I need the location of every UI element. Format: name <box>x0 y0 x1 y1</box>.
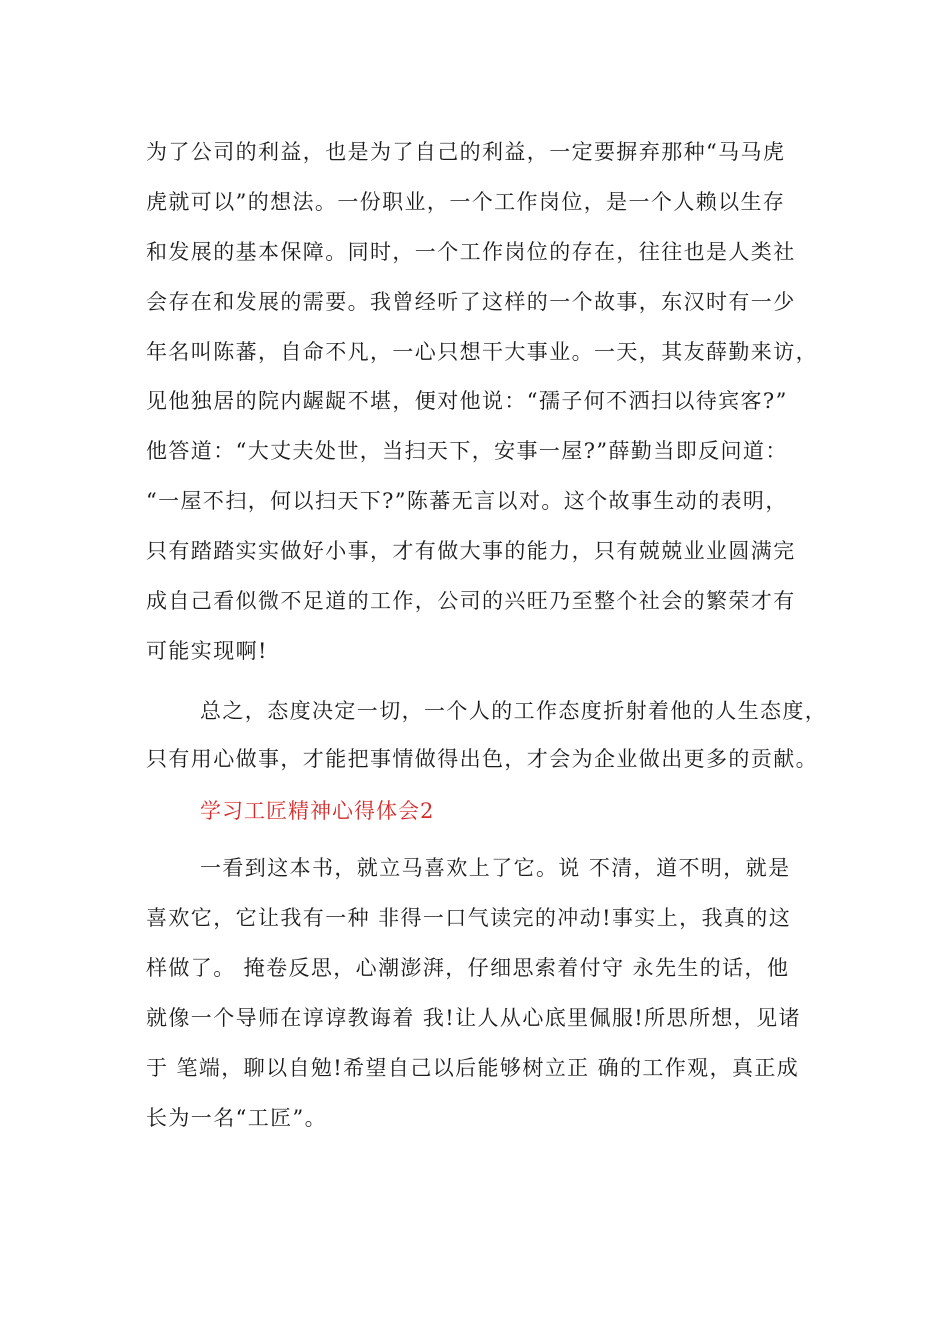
paragraph-3-line-4: 就像一个导师在谆谆教诲着 我!让人从心底里佩服!所思所想，见诸 <box>146 1006 801 1030</box>
section-heading: 学习工匠精神心得体会2 <box>200 799 435 823</box>
paragraph-2-line-2: 只有用心做事，才能把事情做得出色，才会为企业做出更多的贡献。 <box>146 747 818 771</box>
paragraph-2-line-1: 总之，态度决定一切，一个人的工作态度折射着他的人生态度， <box>200 699 828 723</box>
paragraph-1-line-11: 可能实现啊! <box>146 639 268 663</box>
paragraph-1-line-2: 虎就可以”的想法。一份职业，一个工作岗位，是一个人赖以生存 <box>146 190 786 214</box>
paragraph-3-line-1: 一看到这本书，就立马喜欢上了它。说 不清，道不明，就是 <box>200 856 791 880</box>
paragraph-1-line-9: 只有踏踏实实做好小事，才有做大事的能力，只有兢兢业业圆满完 <box>146 539 796 563</box>
paragraph-1-line-3: 和发展的基本保障。同时，一个工作岗位的存在，往往也是人类社 <box>146 240 796 264</box>
paragraph-1-line-10: 成自己看似微不足道的工作，公司的兴旺乃至整个社会的繁荣才有 <box>146 589 796 613</box>
paragraph-3-line-2: 喜欢它，它让我有一种 非得一口气读完的冲动!事实上，我真的这 <box>146 906 792 930</box>
paragraph-1-line-5: 年名叫陈蕃，自命不凡，一心只想干大事业。一天，其友薛勤来访， <box>146 340 818 364</box>
paragraph-1-line-8: “一屋不扫，何以扫天下?”陈蕃无言以对。这个故事生动的表明， <box>146 489 788 513</box>
paragraph-1-line-1: 为了公司的利益，也是为了自己的利益，一定要摒弃那种“马马虎 <box>146 140 786 164</box>
paragraph-3-line-5: 于 笔端，聊以自勉!希望自己以后能够树立正 确的工作观，真正成 <box>146 1056 800 1080</box>
paragraph-1-line-4: 会存在和发展的需要。我曾经听了这样的一个故事，东汉时有一少 <box>146 290 796 314</box>
paragraph-1-line-7: 他答道：“大丈夫处世，当扫天下，安事一屋?”薛勤当即反问道： <box>146 439 788 463</box>
paragraph-1-line-6: 见他独居的院内龌龊不堪，便对他说：“孺子何不洒扫以待宾客?” <box>146 389 788 413</box>
paragraph-3-line-6: 长为一名“工匠”。 <box>146 1106 328 1130</box>
paragraph-3-line-3: 样做了。 掩卷反思，心潮澎湃，仔细思索着付守 永先生的话，他 <box>146 956 790 980</box>
